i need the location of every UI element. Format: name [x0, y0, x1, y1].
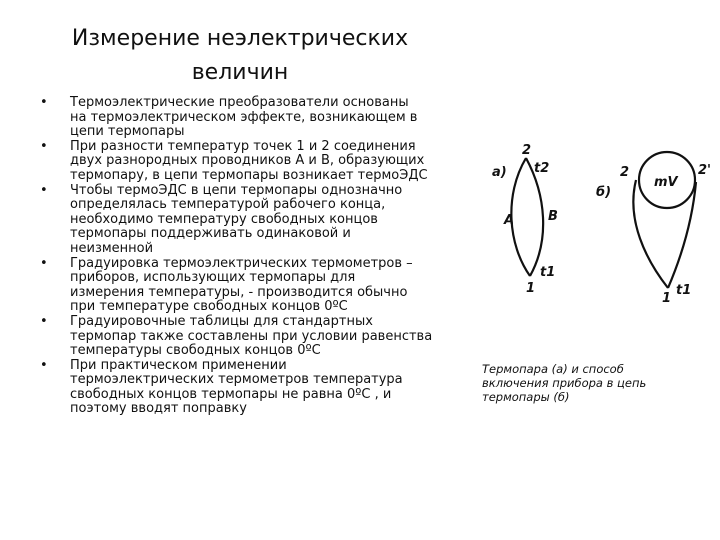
bullet-text-line: двух разнородных проводников А и В, образующих [70, 153, 425, 169]
bullet-text-line: поэтому вводят поправку [70, 401, 247, 417]
point-b-bottom: 1 [662, 291, 672, 306]
thermocouple-figure [486, 140, 716, 320]
bullet-text-line: При разности температур точек 1 и 2 соединения [70, 138, 416, 154]
slide-title-line-1: Измерение неэлектрических [71, 26, 409, 51]
bullet-item [40, 359, 480, 417]
wire-a-label: А [504, 213, 515, 228]
bullet-text-line: неизменной [70, 240, 154, 256]
bullet-item [40, 140, 480, 184]
bullet-text-line: свободных концов термопары не равна 0ºС , и [70, 386, 392, 402]
bullet-text-line: термопару, в цепи термопары возникает термоЭДС [70, 167, 428, 183]
bullet-text-line: термоэлектрических термометров температура [70, 372, 403, 388]
bullet-text-line: на термоэлектрическом эффекте, возникающем в [70, 109, 418, 125]
slide-title-line-2: величин [191, 60, 289, 85]
caption-line-2: включения прибора в цепь [482, 376, 647, 390]
bullet-text-line: При практическом применении [70, 357, 287, 373]
bullet-text-line: термопары поддерживать одинаковой и [70, 226, 351, 242]
bullet-item [40, 184, 480, 257]
point-b-right: 2' [698, 163, 712, 178]
bullet-item [40, 96, 480, 140]
bullet-list [40, 96, 480, 417]
bullet-item [40, 315, 480, 359]
bullet-text-line: термопар также составлены при условии равенства [70, 328, 433, 344]
bullet-text-line: Чтобы термоЭДС в цепи термопары однозначно [70, 182, 403, 198]
bullet-text-line: измерения температуры, - производится обычно [70, 284, 408, 300]
caption-line-3: термопары (б) [482, 390, 570, 404]
thermocouple-diagram [486, 140, 716, 320]
temp-a-top: t2 [534, 161, 550, 176]
temp-b-bottom: t1 [676, 283, 692, 298]
caption-line-1: Термопара (а) и способ [482, 362, 624, 376]
bullet-icon: • [40, 138, 48, 154]
bullet-item [40, 257, 480, 315]
wire-b-label: В [548, 209, 558, 224]
bullet-icon: • [40, 357, 48, 373]
bullet-text-line: цепи термопары [70, 124, 185, 140]
wire-a [511, 158, 530, 276]
label-a: а) [492, 165, 507, 180]
slide-title [40, 22, 440, 90]
point-b-left: 2 [620, 165, 630, 180]
point-a-bottom: 1 [526, 281, 536, 296]
bullet-icon: • [40, 313, 48, 329]
bullet-icon: • [40, 255, 48, 271]
bullet-text-line: при температуре свободных концов 0ºС [70, 299, 348, 315]
bullet-icon: • [40, 95, 48, 110]
bullet-text-line: Градуировка термоэлектрических термометров – [70, 255, 413, 271]
meter-label: mV [654, 175, 678, 190]
bullet-text-line: определялась температурой рабочего конца, [70, 197, 386, 213]
bullet-text-line: Термоэлектрические преобразователи основаны [70, 95, 409, 110]
point-a-top: 2 [522, 143, 532, 158]
temp-a-bottom: t1 [540, 265, 556, 280]
wire-b-left [633, 180, 668, 288]
bullet-text-line: необходимо температуру свободных концов [70, 211, 378, 227]
bullet-text-line: Градуировочные таблицы для стандартных [70, 313, 373, 329]
label-b: б) [596, 185, 612, 200]
bullet-text-line: приборов, использующих термопары для [70, 270, 356, 286]
figure-caption [482, 362, 714, 404]
bullet-text-line: температуры свободных концов 0ºС [70, 343, 321, 359]
bullet-icon: • [40, 182, 48, 198]
wire-b-right [668, 182, 696, 288]
